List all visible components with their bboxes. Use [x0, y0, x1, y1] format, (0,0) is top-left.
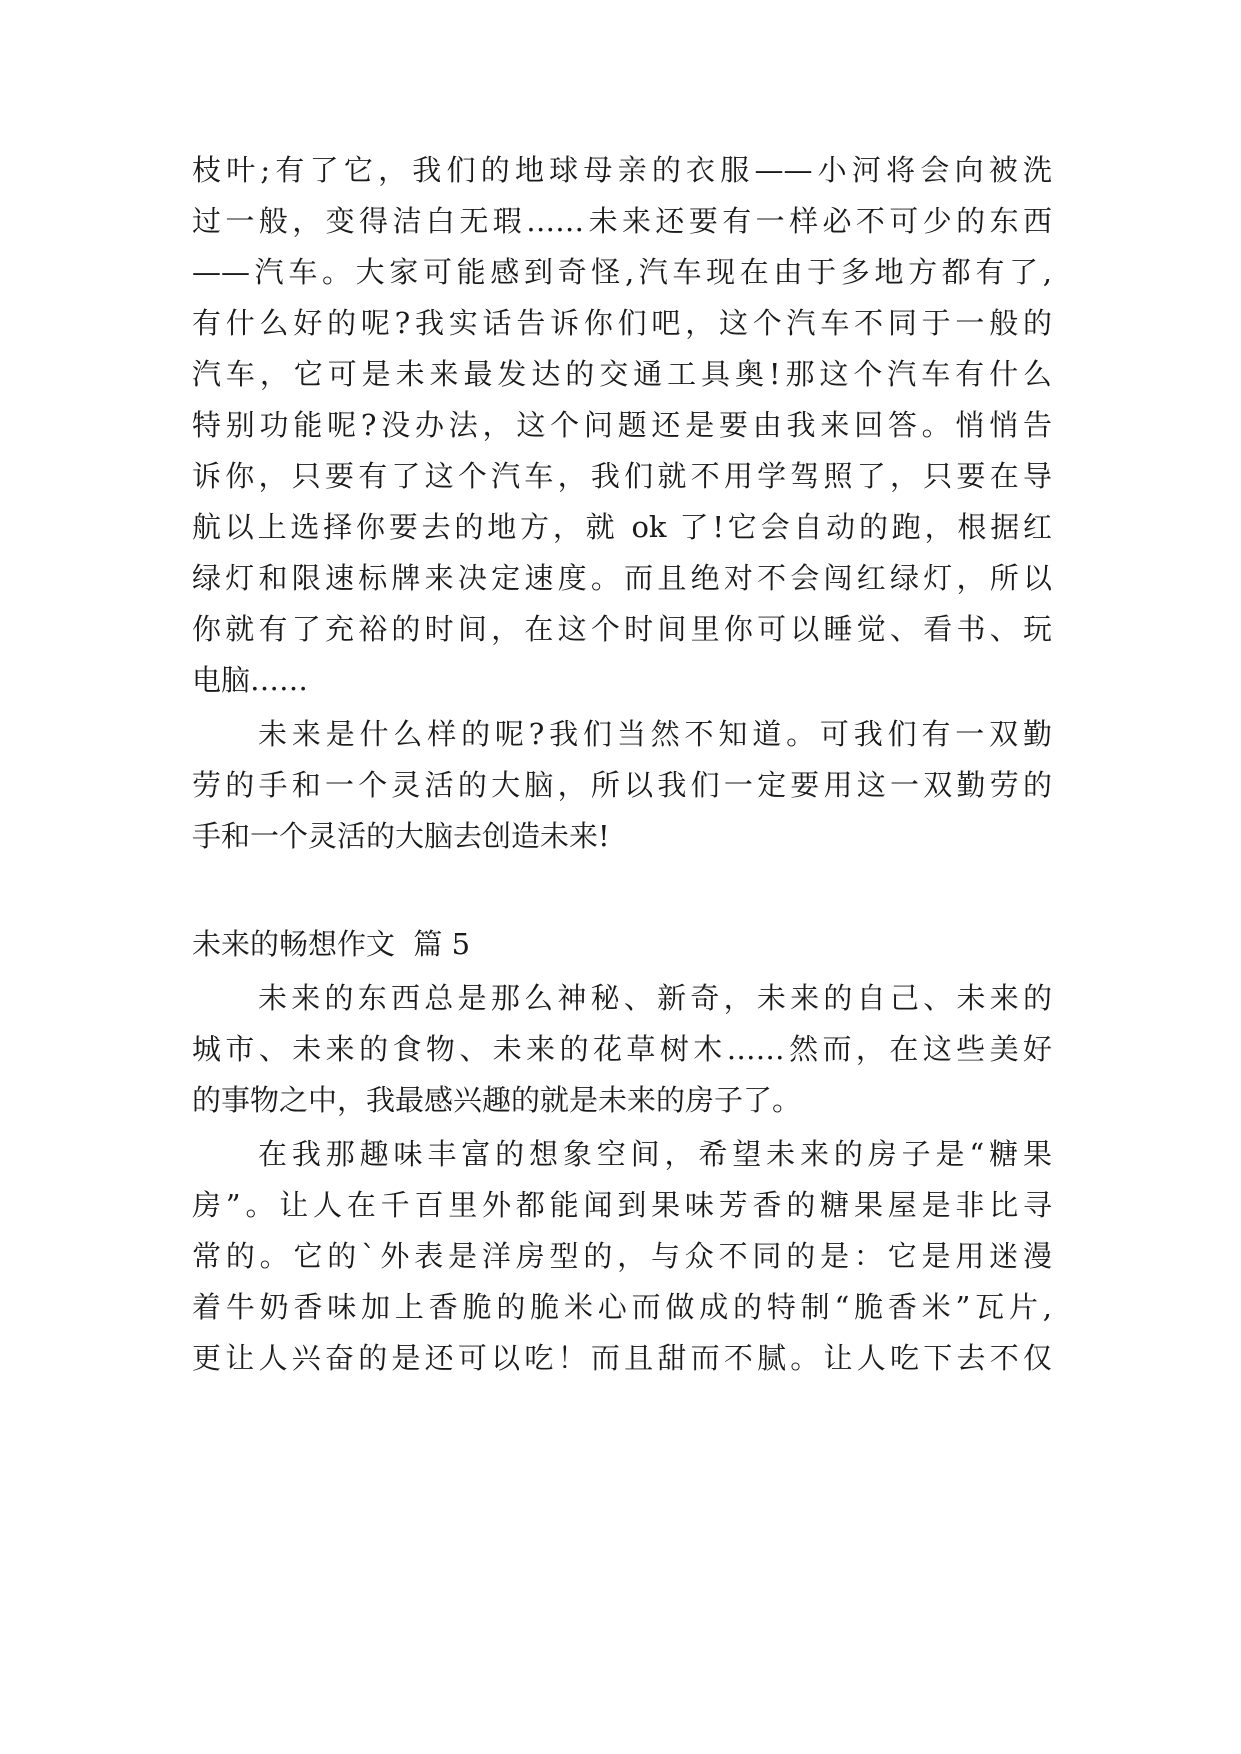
paragraph-line: 房”。让人在千百里外都能闻到果味芳香的糖果屋是非比寻	[192, 1188, 1052, 1222]
paragraph-line: 未来是什么样的呢?我们当然不知道。可我们有一双勤	[258, 717, 1052, 751]
paragraph-line: 未来的东西总是那么神秘、新奇，未来的自己、未来的	[258, 981, 1052, 1015]
paragraph-line: 着牛奶香味加上香脆的脆米心而做成的特制“脆香米”瓦片,	[192, 1290, 1052, 1324]
paragraph-line: 在我那趣味丰富的想象空间，希望未来的房子是“糖果	[258, 1137, 1052, 1171]
paragraph-line: 特别功能呢?没办法，这个问题还是要由我来回答。悄悄告	[192, 408, 1052, 442]
paragraph-line: 劳的手和一个灵活的大脑，所以我们一定要用这一双勤劳的	[192, 768, 1052, 802]
paragraph-line: 有什么好的呢?我实话告诉你们吧，这个汽车不同于一般的	[192, 306, 1052, 340]
paragraph-line: 常的。它的`外表是洋房型的，与众不同的是：它是用迷漫	[192, 1239, 1052, 1273]
section-heading: 未来的畅想作文 篇 5	[192, 927, 471, 961]
paragraph-line: 你就有了充裕的时间，在这个时间里你可以睡觉、看书、玩	[192, 612, 1052, 646]
paragraph-line: 手和一个灵活的大脑去创造未来!	[192, 819, 610, 853]
paragraph-line: 过一般，变得洁白无瑕……未来还要有一样必不可少的东西	[192, 204, 1052, 238]
paragraph-line: 更让人兴奋的是还可以吃！而且甜而不腻。让人吃下去不仅	[192, 1341, 1052, 1375]
paragraph-line: 汽车，它可是未来最发达的交通工具奥!那这个汽车有什么	[192, 357, 1052, 391]
paragraph-line: 电脑……	[192, 663, 309, 697]
paragraph-line: 的事物之中，我最感兴趣的就是未来的房子了。	[192, 1083, 802, 1117]
paragraph-line: 绿灯和限速标牌来决定速度。而且绝对不会闯红绿灯，所以	[192, 561, 1052, 595]
paragraph-line: 航以上选择你要去的地方，就 ok 了!它会自动的跑，根据红	[192, 510, 1052, 544]
paragraph-line: ——汽车。大家可能感到奇怪,汽车现在由于多地方都有了,	[192, 255, 1052, 289]
paragraph-line: 诉你，只要有了这个汽车，我们就不用学驾照了，只要在导	[192, 459, 1052, 493]
paragraph-line: 城市、未来的食物、未来的花草树木……然而，在这些美好	[192, 1032, 1052, 1066]
paragraph-line: 枝叶;有了它，我们的地球母亲的衣服——小河将会向被洗	[192, 153, 1052, 187]
